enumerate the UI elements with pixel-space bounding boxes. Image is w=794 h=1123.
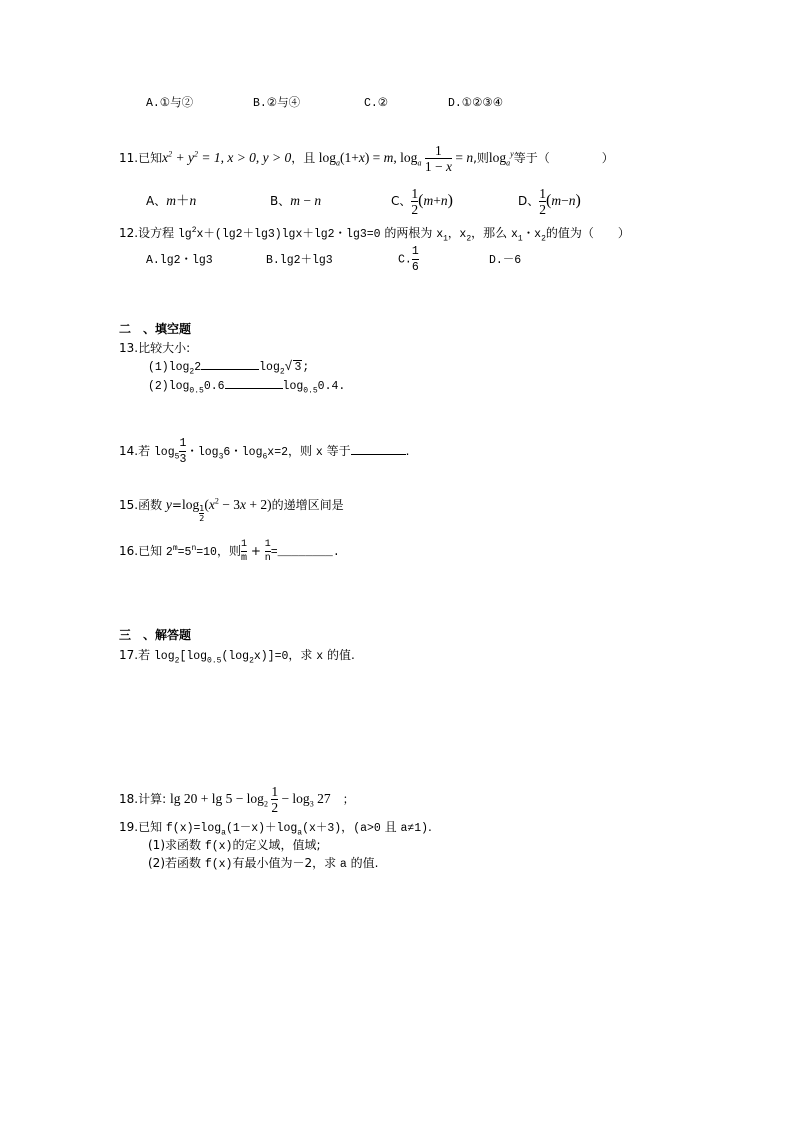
question-11 bbox=[119, 142, 614, 174]
q13-part2: $(2)\log_{0.5}0.6$ $\log_{0.5}0.4$. bbox=[148, 380, 346, 396]
q11-condition: $x^2 + y^2 = 1$, x > 0, y > 0 bbox=[162, 149, 292, 165]
question-18: 18.计算: $\lg 20 + \lg 5 - \log_2$ $\frac{1}{2}$ − $\log_3 27$ ； bbox=[119, 784, 355, 816]
question-12: 12.设方程 $\lg^2x+(\lg 2+\lg 3)\lg x+\lg 2$・lg3=0 的两根为 $x_1$，$x_2$，那么 $x_1$・$x_2$的值为（ ） bbox=[119, 226, 630, 244]
q11-number: 11. bbox=[119, 151, 139, 165]
question-16: 16.已知 $2^m=5^n=10$，则 $\frac{1}{m}$ + $\frac{1}{n}$ =________. bbox=[119, 539, 340, 564]
q11-prefix: 已知 bbox=[138, 151, 163, 165]
q11-option-c: C、 $\frac{1}{2}$ (m+n) bbox=[391, 186, 453, 217]
q10-option-a: A.①与② bbox=[146, 97, 194, 110]
q13-part1: $(1)\log_22$ $\log_2√$ 3; bbox=[148, 359, 310, 377]
section-3-heading: 三 、解答题 bbox=[119, 628, 192, 642]
q19-part2: (2)若函数 f(x)有最小值为－2，求 a 的值. bbox=[148, 856, 379, 871]
q11-close: ） bbox=[601, 151, 614, 165]
q11-given: $\log_a(1+x) = m$, $\log_a$ $\frac{1}{1 - x}$ = n bbox=[315, 143, 474, 175]
section-2-heading: 二 、填空题 bbox=[119, 322, 192, 336]
q12-option-d: D.－6 bbox=[489, 254, 522, 267]
q10-option-b: B.②与④ bbox=[253, 97, 301, 110]
q11-ask: 等于（ bbox=[513, 151, 550, 165]
question-17: 17.若 $\log_2[\log_{0.5}(\log_2x)]=0$，求 x 的值. bbox=[119, 648, 355, 666]
q12-option-c: C. $\frac{1}{6}$ bbox=[398, 245, 419, 274]
q11-option-d: D、 $\frac{1}{2}$ (m−n) bbox=[518, 186, 581, 217]
question-14: 14.若 $\log_5$ $\frac{1}{3}$ ・$\log_36$・$\log_6x=2$，则 x 等于 . bbox=[119, 437, 410, 467]
q19-part1: (1)求函数 f(x)的定义域，值域; bbox=[148, 838, 321, 853]
q12-option-b: B.lg2＋lg3 bbox=[266, 254, 333, 267]
q10-option-d: D.①②③④ bbox=[448, 97, 504, 110]
q13-title: 13.比较大小: bbox=[119, 341, 191, 355]
q11-option-b: B、m − n bbox=[270, 193, 322, 208]
q10-option-c: C.② bbox=[364, 97, 389, 110]
question-15: 15.函数 y=log $\frac{1}{2}$ $(x^2 - 3x + 2)$的递增区间是 bbox=[119, 496, 344, 523]
q12-option-a: A.lg2・lg3 bbox=[146, 254, 213, 267]
question-19: 19.已知 $f(x)=\log_a(1-x)+\log_a(x+3)$，(a>0 且 a≠1). bbox=[119, 820, 432, 838]
q11-mid: ，且 bbox=[291, 151, 316, 165]
q11-target: $\log_a^y$ bbox=[488, 149, 514, 168]
q11-option-a: A、m＋n bbox=[146, 193, 197, 208]
q11-then: ,则 bbox=[473, 151, 489, 165]
